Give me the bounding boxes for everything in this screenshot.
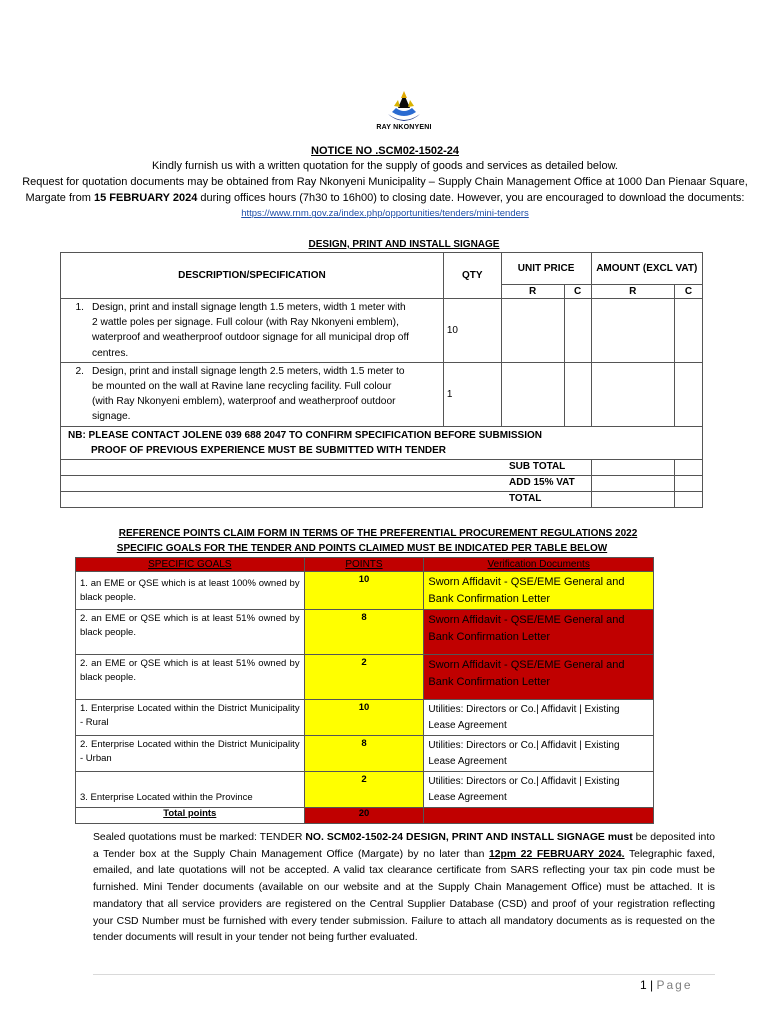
- table-row: [61, 362, 703, 426]
- table-row: [76, 655, 654, 700]
- unit-r-cell[interactable]: [501, 299, 564, 363]
- sealed-quotations-paragraph: [93, 830, 715, 947]
- total-r[interactable]: [591, 491, 675, 507]
- page-footer: [640, 978, 693, 992]
- page-word: Page: [656, 978, 693, 992]
- intro-line-2b: during offices hours (7h30 to 16h00) to closing date. However, you are encouraged to download the documents:: [197, 191, 745, 204]
- intro-date: 15 FEBRUARY 2024: [94, 191, 198, 204]
- table-row: [76, 700, 654, 736]
- points-title-2: SPECIFIC GOALS FOR THE TENDER AND POINTS CLAIMED MUST BE INDICATED PER TABLE BELOW: [116, 543, 608, 554]
- page-separator: |: [646, 978, 657, 992]
- vat-label: ADD 15% VAT: [61, 475, 592, 491]
- unit-c-header: C: [564, 285, 591, 299]
- table-row: [76, 736, 654, 772]
- goal-cell: 1. an EME or QSE which is at least 100% owned by black people.: [76, 572, 305, 610]
- points-cell: 10: [304, 572, 424, 610]
- points-table: [75, 557, 654, 824]
- emblem-icon: [384, 90, 424, 126]
- amount-c-header: C: [675, 285, 703, 299]
- col-verification-header: Verification Documents: [424, 558, 654, 572]
- notice-title: NOTICE NO .SCM02-1502-24: [311, 145, 459, 157]
- unit-c-cell[interactable]: [564, 362, 591, 426]
- unit-r-cell[interactable]: [501, 362, 564, 426]
- col-goals-header: SPECIFIC GOALS: [76, 558, 305, 572]
- sealed-text-2: be deposited into a Tender box at the Supply Chain Management Office (Margate) by no later than: [93, 832, 716, 860]
- item-qty: 10: [443, 299, 501, 363]
- quote-table-title: DESIGN, PRINT AND INSTALL SIGNAGE: [308, 239, 500, 250]
- subtotal-c[interactable]: [675, 459, 703, 475]
- col-qty-header: QTY: [443, 253, 501, 299]
- total-label: TOTAL: [61, 491, 592, 507]
- table-row: [76, 610, 654, 655]
- col-points-header: POINTS: [304, 558, 424, 572]
- nb-line-2: PROOF OF PREVIOUS EXPERIENCE MUST BE SUBMITTED WITH TENDER: [91, 444, 447, 456]
- amount-r-cell[interactable]: [591, 362, 675, 426]
- intro-line-1: Kindly furnish us with a written quotation for the supply of goods and services as detailed below.: [152, 160, 618, 172]
- total-points-value: 20: [304, 808, 424, 824]
- goal-cell: 2. an EME or QSE which is at least 51% owned by black people.: [76, 610, 305, 655]
- vat-r[interactable]: [591, 475, 675, 491]
- goal-cell: 3. Enterprise Located within the Province: [76, 772, 305, 808]
- nb-line-1: NB: PLEASE CONTACT JOLENE 039 688 2047 TO CONFIRM SPECIFICATION BEFORE SUBMISSION: [68, 429, 542, 441]
- col-amount-header: AMOUNT (EXCL VAT): [591, 253, 702, 285]
- intro-line-2a: Request for quotation documents may be obtained from Ray Nkonyeni Municipality – Supply Chain Management Office at 1000 Dan Pienaar Square, Margate from: [22, 175, 748, 204]
- goal-cell: 2. Enterprise Located within the District Municipality - Urban: [76, 736, 305, 772]
- footer-divider: [93, 974, 715, 975]
- verification-cell: Sworn Affidavit - QSE/EME General and Bank Confirmation Letter: [424, 572, 654, 610]
- table-row: [61, 299, 703, 363]
- logo-text: RAY NKONYENI: [376, 124, 432, 131]
- quotation-table: [60, 252, 703, 508]
- points-cell: 2: [304, 772, 424, 808]
- unit-r-header: R: [501, 285, 564, 299]
- total-c[interactable]: [675, 491, 703, 507]
- points-cell: 8: [304, 736, 424, 772]
- sealed-text-3: Telegraphic faxed, emailed, and late quotations will not be accepted. A valid tax clearance certificate from SARS reflecting your tax pin code must be furnished. Mini Tender documents (available on our website and at the Supply Chain Management Office) must be attached. It is mandatory that all service providers are registered on the Central Supplier Database (CSD) and proof of your registration reflecting your CSD Number must be furnished with every tender submission. Failure to attach all mandatory documents as is requested on the tender documents will result in your tender not being further evaluated.: [93, 848, 716, 944]
- sealed-tender-ref: NO. SCM02-1502-24 DESIGN, PRINT AND INSTALL SIGNAGE must: [305, 832, 633, 843]
- unit-c-cell[interactable]: [564, 299, 591, 363]
- points-cell: 2: [304, 655, 424, 700]
- table-row: [76, 772, 654, 808]
- page-number: 1: [640, 978, 647, 992]
- sealed-deadline: 12pm 22 FEBRUARY 2024.: [488, 848, 625, 860]
- verification-cell: Sworn Affidavit - QSE/EME General and Bank Confirmation Letter: [424, 610, 654, 655]
- verification-cell: Sworn Affidavit - QSE/EME General and Bank Confirmation Letter: [424, 655, 654, 700]
- item-description: 1. Design, print and install signage length 1.5 meters, width 1 meter with 2 wattle poles per signage. Full colour (with Ray Nkonyeni emblem), waterproof and weatherproof outdoor signage for all municipal drop off centres.: [61, 299, 444, 363]
- col-unit-price-header: UNIT PRICE: [501, 253, 591, 285]
- verification-cell: Utilities: Directors or Co.| Affidavit | Existing Lease Agreement: [424, 736, 654, 772]
- subtotal-r[interactable]: [591, 459, 675, 475]
- item-qty: 1: [443, 362, 501, 426]
- nb-note: [61, 426, 703, 459]
- points-cell: 8: [304, 610, 424, 655]
- verification-cell: Utilities: Directors or Co.| Affidavit | Existing Lease Agreement: [424, 700, 654, 736]
- amount-c-cell[interactable]: [675, 299, 703, 363]
- total-points-label: Total points: [76, 808, 305, 824]
- amount-r-header: R: [591, 285, 675, 299]
- item-description: 2. Design, print and install signage length 2.5 meters, width 1.5 meter to be mounted on the wall at Ravine lane recycling facility. Full colour (with Ray Nkonyeni emblem), waterproof and weatherproof outdoor signage.: [61, 362, 444, 426]
- vat-c[interactable]: [675, 475, 703, 491]
- municipality-logo: [372, 90, 436, 140]
- goal-cell: 2. an EME or QSE which is at least 51% owned by black people.: [76, 655, 305, 700]
- points-cell: 10: [304, 700, 424, 736]
- col-desc-header: DESCRIPTION/SPECIFICATION: [61, 253, 444, 299]
- intro-paragraph: [20, 159, 750, 222]
- amount-r-cell[interactable]: [591, 299, 675, 363]
- subtotal-label: SUB TOTAL: [61, 459, 592, 475]
- verification-cell: Utilities: Directors or Co.| Affidavit | Existing Lease Agreement: [424, 772, 654, 808]
- mini-tenders-link[interactable]: https://www.rnm.gov.za/index.php/opportunities/tenders/mini-tenders: [241, 208, 529, 220]
- amount-c-cell[interactable]: [675, 362, 703, 426]
- goal-cell: 1. Enterprise Located within the District Municipality - Rural: [76, 700, 305, 736]
- total-points-blank: [424, 808, 654, 824]
- sealed-text-1: Sealed quotations must be marked: TENDER: [93, 832, 306, 843]
- table-row: [76, 572, 654, 610]
- points-title-1: REFERENCE POINTS CLAIM FORM IN TERMS OF THE PREFERENTIAL PROCUREMENT REGULATIONS 2022: [118, 528, 638, 539]
